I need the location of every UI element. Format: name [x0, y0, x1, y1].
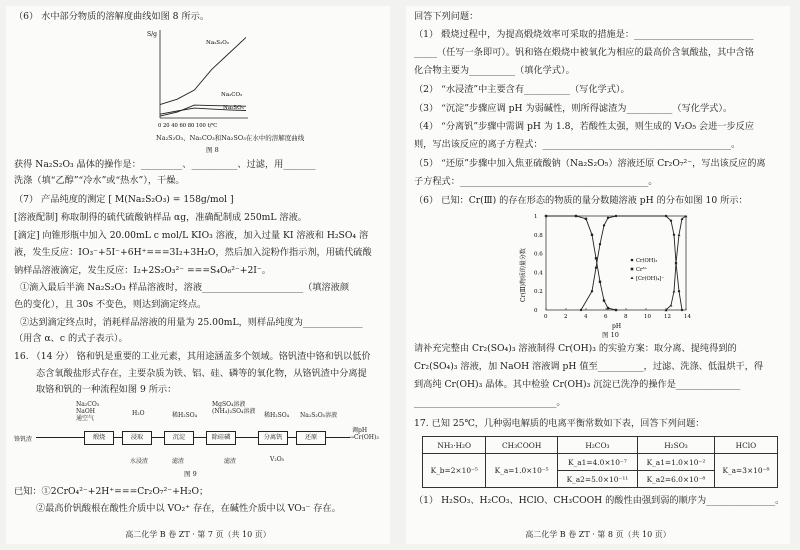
- legend-cr-oh3: Cr(OH)₃: [636, 258, 658, 264]
- q16-intro-3: 取铬和钒的一种流程如图 9 所示：: [36, 384, 177, 395]
- fig8-x-ticks: 0 20 40 60 80 100 t/℃: [158, 123, 218, 129]
- q16-6-plan-1: 请补充完整由 Cr₂(SO₄)₃ 溶液制得 Cr(OH)₃ 的实验方案：取分离、提纯得到的: [414, 343, 737, 354]
- q16-3: （3） “沉淀”步骤应调 pH 为弱碱性，则所得滤渣为__________（写化学式）。: [414, 103, 733, 114]
- q16-6-plan-2: Cr₂(SO₄)₃ 溶液，加 NaOH 溶液调 pH 值至__________，过滤、洗涤、低温烘干，得: [414, 361, 764, 372]
- fig10-ylabel: Cr(Ⅲ)物质的量分数: [520, 248, 527, 302]
- ka1-h2co3: K_a1=4.0×10⁻⁷: [557, 454, 637, 471]
- fig10-xtick: 14: [684, 314, 691, 320]
- fig10-ytick: 0: [534, 308, 538, 314]
- flow-step-box: 分离钒: [258, 431, 288, 445]
- titration-2: 液，发生反应：IO₃⁻+5I⁻+6H⁺===3I₂+3H₂O，然后加入淀粉作指示剂，用硫代硫酸: [14, 247, 372, 258]
- reagent-1: Na₂CO₃ NaOH 通空气: [76, 401, 100, 422]
- q16-4-cont: 则，写出该反应的离子方程式：_________________________________________。: [414, 139, 741, 150]
- legend-cr3plus: Cr³⁺: [636, 267, 648, 273]
- th-h2co3: H₂CO₃: [557, 437, 637, 454]
- q15-7-b: ②达到滴定终点时，消耗样品溶液的用量为 25.00mL，则样品纯度为_____________: [20, 317, 363, 328]
- flow-end: →Cr(OH)₃: [349, 434, 379, 441]
- fig10-point: [607, 307, 609, 309]
- solution-prep: [溶液配制] 称取制得的硫代硫酸钠样品 αg，准确配制成 250mL 溶液。: [14, 212, 307, 223]
- fig10-point: [595, 257, 597, 259]
- answer-intro: 回答下列问题：: [414, 11, 479, 22]
- q15-6-text: （6） 水中部分物质的溶解度曲线如图 8 所示。: [14, 11, 210, 22]
- fig10-legend: [631, 257, 665, 282]
- th-h2so3: H₂SO₃: [638, 437, 715, 454]
- fig10-frame: [546, 216, 686, 310]
- right-page: [406, 6, 790, 544]
- q15-6-wash: 洗涤（填“乙醇”“冷水”或“热水”），干燥。: [14, 175, 185, 186]
- fig10-xtick: 2: [564, 314, 568, 320]
- known-1: 已知：①2CrO₄²⁻+2H⁺===Cr₂O₇²⁻+H₂O；: [14, 486, 209, 497]
- fig10-point: [670, 220, 672, 222]
- fig10-ytick: 0.2: [534, 289, 543, 296]
- fig10-point: [673, 290, 676, 293]
- fig8-label-na2s2o3: Na₂S₂O₃: [206, 40, 229, 46]
- q16-intro-1: 16. （14 分） 铬和钒是重要的工业元素，其用途涵盖多个领域。铬钒渣中铬和钒以低价: [14, 351, 371, 362]
- ka1-h2so3: K_a1=1.0×10⁻²: [638, 454, 715, 471]
- fig10-point: [595, 267, 597, 269]
- table-row: [423, 454, 778, 471]
- fig10-xtick: 12: [664, 314, 671, 320]
- flow-step-box: 沉淀: [164, 431, 194, 445]
- th-hclo: HClO: [714, 437, 777, 454]
- fig10-xtick: 8: [624, 314, 628, 320]
- q15-7-text: （7） 产品纯度的测定 [ M(Na₂S₂O₃) = 158g/mol ]: [14, 194, 234, 205]
- ionization-constants-table: [422, 436, 778, 488]
- q16-6-plan-3: 到高纯 Cr(OH)₃ 晶体。其中检验 Cr(OH)₃ 沉淀已洗净的操作是______________: [414, 379, 741, 390]
- byproduct-2: 滤渣: [172, 458, 185, 465]
- fig10-xtick: 4: [584, 314, 588, 320]
- legend-cr-oh4: [Cr(OH)₄]⁻: [636, 276, 665, 282]
- left-footer: 高二化学 B 卷 ZT · 第 7 页（共 10 页）: [125, 530, 271, 539]
- q16-4: （4） “分离钒”步骤中需调 pH 为 1.8，若酸性太强，则生成的 V₂O₅ 会进一步反应: [414, 121, 755, 132]
- fig10-xtick: 0: [544, 314, 548, 320]
- q16-6-plan-4: _______________________________。: [414, 397, 566, 408]
- fig10-point: [580, 309, 582, 311]
- fig10-series-1: [546, 216, 616, 310]
- byproduct-3: 滤渣: [224, 458, 237, 465]
- fig10-ytick: 0.4: [534, 270, 543, 277]
- fig10-point: [603, 299, 605, 301]
- reagent-6: Na₂S₂O₅溶液: [300, 412, 338, 419]
- q17-intro: 17. 已知 25℃，几种弱电解质的电离平衡常数如下表，回答下列问题：: [414, 418, 705, 429]
- q17-1: （1） H₂SO₃、H₂CO₃、HClO、CH₃COOH 的酸性由强到弱的顺序为_______________。: [414, 495, 785, 506]
- flow-start: 铬钒渣: [14, 436, 33, 443]
- flow-step-box: 煅烧: [84, 431, 114, 445]
- fig10-point: [681, 309, 683, 311]
- fig8-legend-text: Na₂S₂O₃、Na₂CO₃和Na₂SO₃在水中的溶解度曲线: [156, 134, 305, 142]
- fig10-point: [585, 218, 587, 220]
- figure-9-flowchart: [14, 401, 384, 481]
- fig10-point: [665, 215, 667, 217]
- fig10-series-2: [581, 216, 682, 310]
- fig10-point: [615, 215, 617, 217]
- q15-7-a: ①滴入最后半滴 Na₂S₂O₃ 样品溶液时，溶液______________________（填溶液颜: [20, 282, 350, 293]
- fig10-xlabel: pH: [612, 323, 622, 330]
- fig10-point: [591, 234, 593, 236]
- fig10-point: [670, 304, 673, 307]
- q16-5: （5） “还原”步骤中加入焦亚硫酸钠（Na₂S₂O₅）溶液还原 Cr₂O₇²⁻，写出该反应的离: [414, 158, 766, 169]
- figure-8-solubility-chart: [146, 26, 256, 131]
- q16-5-cont: 子方程式：_________________________________________。: [414, 176, 658, 187]
- reagent-5: 稀H₂SO₄: [264, 412, 290, 419]
- k-hclo: K_a=3×10⁻⁸: [714, 454, 777, 488]
- fig10-point: [591, 290, 593, 292]
- fig10-point: [575, 215, 577, 217]
- fig10-point: [607, 217, 609, 219]
- q15-7-a-cont: 色的变化），且 30s 不变色，则达到滴定终点。: [14, 299, 207, 310]
- k-nh3h2o: K_b=2×10⁻⁵: [423, 454, 486, 488]
- q16-intro-2: 态含氧酸盐形式存在，主要杂质为铁、铝、硅、磷等的氧化物，从铬钒渣中分离提: [36, 368, 367, 379]
- byproduct-4: V₂O₅: [270, 456, 285, 463]
- th-ch3cooh: CH₃COOH: [486, 437, 557, 454]
- reagent-3: 稀H₂SO₄: [172, 412, 198, 419]
- fig8-label-na2co3: Na₂CO₃: [221, 92, 243, 98]
- fig8-label-na2so3: Na₂SO₃: [223, 105, 244, 111]
- fig10-point: [615, 309, 617, 311]
- fig10-caption: 图 10: [602, 331, 619, 339]
- left-page: [6, 6, 390, 544]
- fig10-xtick: 10: [644, 314, 651, 320]
- byproduct-1: 水浸渣: [130, 458, 149, 465]
- fig10-point: [599, 243, 601, 245]
- reagent-2: H₂O: [132, 410, 145, 417]
- q16-2: （2） “水浸渣”中主要含有__________（写化学式）。: [414, 84, 630, 95]
- fig10-ytick: 0.6: [534, 251, 543, 258]
- q16-1-cont2: 化合物主要为__________（填化学式）。: [414, 65, 575, 76]
- known-2: ②最高价钒酸根在酸性介质中以 VO₂⁺ 存在，在碱性介质中以 VO₃⁻ 存在。: [36, 503, 341, 514]
- flow-step-box: 浸取: [122, 431, 152, 445]
- q15-7-b-cont: （用含 α、c 的式子表示）。: [14, 333, 128, 344]
- fig10-ytick: 1: [534, 214, 538, 220]
- th-nh3h2o: NH₃·H₂O: [423, 437, 486, 454]
- flow-ph: 调pH: [352, 427, 368, 434]
- flow-step-box: 除硅磷: [206, 431, 236, 445]
- fig10-point: [678, 234, 681, 237]
- fig10-point: [603, 224, 605, 226]
- ka2-h2so3: K_a2=6.0×10⁻⁸: [638, 471, 715, 488]
- q16-6: （6） 已知：Cr(Ⅲ) 的存在形态的物质的量分数随溶液 pH 的分布如图 10 所示：: [414, 195, 748, 206]
- fig9-caption: 图 9: [184, 470, 197, 478]
- right-footer: 高二化学 B 卷 ZT · 第 8 页（共 10 页）: [525, 530, 671, 539]
- k-ch3cooh: K_a=1.0×10⁻⁵: [486, 454, 557, 488]
- titration-1: [滴定] 向锥形瓶中加入 20.00mL c mol/L KIO₃ 溶液，加入过量 KI 溶液和 H₂SO₄ 溶: [14, 230, 369, 241]
- fig8-caption: 图 8: [206, 146, 219, 154]
- ka2-h2co3: K_a2=5.0×10⁻¹¹: [557, 471, 637, 488]
- table-header-row: [423, 437, 778, 454]
- fig10-point: [678, 290, 680, 292]
- fig8-ylabel: S/g: [147, 31, 157, 38]
- figure-10-distribution-chart: [516, 212, 706, 330]
- flow-step-box: 还原: [296, 431, 326, 445]
- reagent-4: MgSO₄溶液 (NH₄)₂SO₄溶液: [212, 401, 256, 415]
- q15-6-ops: 获得 Na₂S₂O₃ 晶体的操作是：_________、__________、过滤，用_______: [14, 159, 316, 170]
- fig10-point: [545, 215, 547, 217]
- fig10-ytick: 0.8: [534, 232, 543, 239]
- q16-1: （1） 煅烧过程中，为提高煅烧效率可采取的措施是：__________________________: [414, 29, 754, 40]
- q16-1-cont: _____（任写一条即可）。钒和铬在煅烧中被氧化为相应的最高价含氧酸盐，其中含铬: [414, 47, 754, 58]
- fig10-xtick: 6: [604, 314, 608, 320]
- fig10-point: [673, 234, 675, 236]
- titration-3: 钠样品溶液滴定，发生反应：I₂+2S₂O₃²⁻ ===S₄O₆²⁻+2I⁻。: [14, 265, 271, 276]
- fig10-point: [599, 281, 601, 283]
